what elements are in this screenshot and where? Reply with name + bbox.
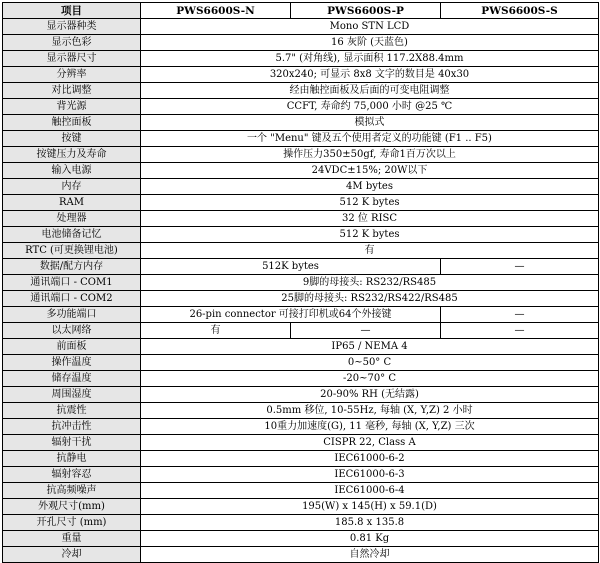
row-value: IP65 / NEMA 4 (141, 339, 599, 355)
row-label: 抗震性 (3, 403, 141, 419)
row-value: 16 灰阶 (天蓝色) (141, 35, 599, 51)
row-value: CCFT, 寿命约 75,000 小时 @25 ℃ (141, 99, 599, 115)
table-row (3, 387, 599, 403)
row-label: 多功能端口 (3, 307, 141, 323)
row-value: 512K bytes (141, 259, 441, 275)
row-value: — (441, 323, 599, 339)
row-label: 对比调整 (3, 83, 141, 99)
row-label: 通讯端口 - COM2 (3, 291, 141, 307)
row-value: 185.8 x 135.8 (141, 515, 599, 531)
row-label: 数据/配方内存 (3, 259, 141, 275)
table-row (3, 355, 599, 371)
row-label: 冷却 (3, 547, 141, 563)
row-label: 背光源 (3, 99, 141, 115)
row-value: IEC61000-6-3 (141, 467, 599, 483)
row-label: 周围湿度 (3, 387, 141, 403)
table-row (3, 291, 599, 307)
row-value: 195(W) x 145(H) x 59.1(D) (141, 499, 599, 515)
row-value: 0.5mm 移位, 10-55Hz, 每轴 (X, Y,Z) 2 小时 (141, 403, 599, 419)
row-label: 抗高频噪声 (3, 483, 141, 499)
table-row (3, 547, 599, 563)
table-row (3, 83, 599, 99)
table-row (3, 211, 599, 227)
row-label: RTC (可更换锂电池) (3, 243, 141, 259)
table-row (3, 195, 599, 211)
row-value: 自然冷却 (141, 547, 599, 563)
row-value: 一个 "Menu" 键及五个使用者定义的功能键 (F1 .. F5) (141, 131, 599, 147)
spec-body (3, 19, 599, 563)
row-label: 显示器尺寸 (3, 51, 141, 67)
row-value: 操作压力350±50gf, 寿命1百万次以上 (141, 147, 599, 163)
row-value: 模拟式 (141, 115, 599, 131)
row-value: 有 (141, 243, 599, 259)
row-label: RAM (3, 195, 141, 211)
table-row (3, 467, 599, 483)
row-value: 32 位 RISC (141, 211, 599, 227)
table-row (3, 35, 599, 51)
row-label: 分辨率 (3, 67, 141, 83)
table-row (3, 451, 599, 467)
row-value: IEC61000-6-4 (141, 483, 599, 499)
table-row (3, 115, 599, 131)
row-label: 触控面板 (3, 115, 141, 131)
row-value: 26-pin connector 可接打印机或64个外接键 (141, 307, 441, 323)
table-row (3, 99, 599, 115)
row-value: IEC61000-6-2 (141, 451, 599, 467)
table-row (3, 179, 599, 195)
row-value: 9脚的母接头: RS232/RS485 (141, 275, 599, 291)
row-label: 重量 (3, 531, 141, 547)
row-value: 4M bytes (141, 179, 599, 195)
table-row (3, 499, 599, 515)
row-value: 10重力加速度(G), 11 毫秒, 每轴 (X, Y,Z) 三次 (141, 419, 599, 435)
row-label: 辐射干扰 (3, 435, 141, 451)
row-value: — (291, 323, 441, 339)
header-model-n: PWS6600S-N (141, 3, 291, 19)
row-value: CISPR 22, Class A (141, 435, 599, 451)
table-row (3, 51, 599, 67)
table-row (3, 419, 599, 435)
table-row (3, 147, 599, 163)
row-label: 外观尺寸(mm) (3, 499, 141, 515)
row-label: 操作温度 (3, 355, 141, 371)
row-value: 320x240; 可显示 8x8 文字的数目是 40x30 (141, 67, 599, 83)
row-value: — (441, 259, 599, 275)
row-value: 5.7" (对角线), 显示面积 117.2X88.4mm (141, 51, 599, 67)
table-row (3, 323, 599, 339)
table-row (3, 131, 599, 147)
row-value: Mono STN LCD (141, 19, 599, 35)
table-row (3, 275, 599, 291)
row-value: 0.81 Kg (141, 531, 599, 547)
row-label: 显示器种类 (3, 19, 141, 35)
row-value: 20-90% RH (无结露) (141, 387, 599, 403)
spec-table (2, 2, 599, 563)
row-label: 抗静电 (3, 451, 141, 467)
table-row (3, 339, 599, 355)
table-row (3, 371, 599, 387)
row-value: 经由触控面板及后面的可变电阻调整 (141, 83, 599, 99)
table-row (3, 259, 599, 275)
row-value: — (441, 307, 599, 323)
row-value: 25脚的母接头: RS232/RS422/RS485 (141, 291, 599, 307)
row-value: 0~50° C (141, 355, 599, 371)
row-value: 有 (141, 323, 291, 339)
table-row (3, 67, 599, 83)
header-row (3, 3, 599, 19)
row-value: -20~70° C (141, 371, 599, 387)
row-label: 显示色彩 (3, 35, 141, 51)
row-label: 辐射容忍 (3, 467, 141, 483)
table-row (3, 243, 599, 259)
header-item: 项目 (3, 3, 141, 19)
row-value: 24VDC±15%; 20W以下 (141, 163, 599, 179)
row-label: 通讯端口 - COM1 (3, 275, 141, 291)
row-label: 开孔尺寸 (mm) (3, 515, 141, 531)
table-row (3, 403, 599, 419)
header-model-p: PWS6600S-P (291, 3, 441, 19)
table-row (3, 307, 599, 323)
table-row (3, 483, 599, 499)
row-label: 以太网络 (3, 323, 141, 339)
table-row (3, 435, 599, 451)
table-row (3, 531, 599, 547)
table-row (3, 227, 599, 243)
row-label: 处理器 (3, 211, 141, 227)
table-row (3, 19, 599, 35)
row-label: 电池储备记忆 (3, 227, 141, 243)
row-label: 抗冲击性 (3, 419, 141, 435)
row-label: 内存 (3, 179, 141, 195)
row-label: 前面板 (3, 339, 141, 355)
row-label: 储存温度 (3, 371, 141, 387)
table-row (3, 515, 599, 531)
row-value: 512 K bytes (141, 227, 599, 243)
row-label: 按键压力及寿命 (3, 147, 141, 163)
row-label: 按键 (3, 131, 141, 147)
table-row (3, 163, 599, 179)
row-label: 输入电源 (3, 163, 141, 179)
row-value: 512 K bytes (141, 195, 599, 211)
header-model-s: PWS6600S-S (441, 3, 599, 19)
